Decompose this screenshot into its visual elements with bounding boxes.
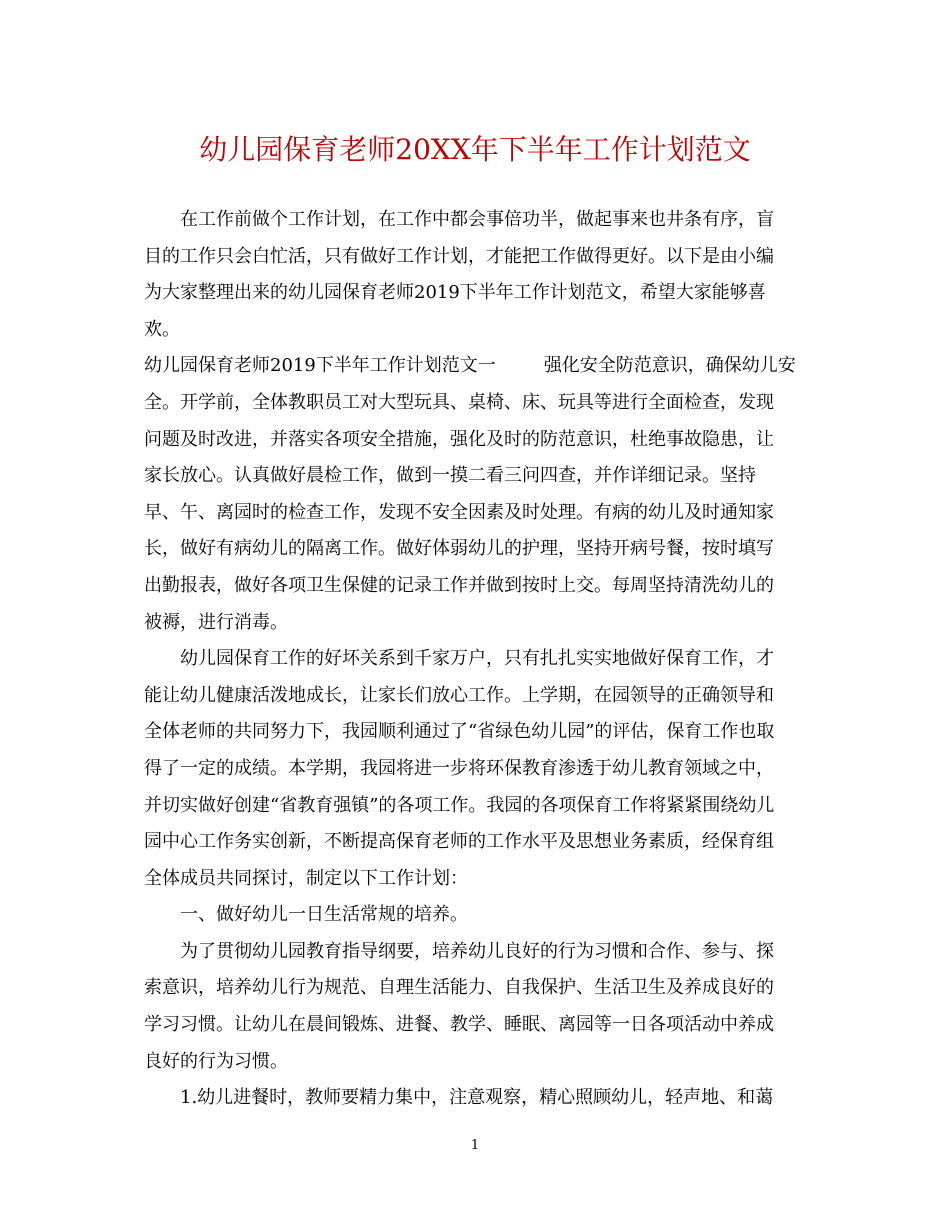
paragraph-line: 全。开学前，全体教职员工对大型玩具、桌椅、床、玩具等进行全面检查，发现 — [144, 391, 774, 413]
paragraph-line: 出勤报表，做好各项卫生保健的记录工作并做到按时上交。每周坚持清洗幼儿的 — [144, 574, 774, 596]
paragraph-line: 问题及时改进，并落实各项安全措施，强化及时的防范意识，杜绝事故隐患，让 — [144, 428, 774, 450]
paragraph-line: 目的工作只会白忙活，只有做好工作计划，才能把工作做得更好。以下是由小编 — [144, 245, 774, 267]
paragraph-line: 在工作前做个工作计划，在工作中都会事倍功半，做起事来也井条有序，盲 — [180, 209, 774, 230]
paragraph-line: 全体成员共同探讨，制定以下工作计划： — [144, 867, 468, 889]
paragraph-line: 全体老师的共同努力下，我园顺利通过了“省绿色幼儿园”的评估，保育工作也取 — [144, 721, 775, 743]
paragraph-line: 为大家整理出来的幼儿园保育老师2019下半年工作计划范文，希望大家能够喜 — [144, 282, 766, 304]
paragraph-line: 长，做好有病幼儿的隔离工作。做好体弱幼儿的护理，坚持开病号餐，按时填写 — [144, 538, 774, 560]
paragraph-line: 园中心工作务实创新，不断提高保育老师的工作水平及思想业务素质，经保育组 — [144, 831, 774, 853]
section-heading: 幼儿园保育老师2019下半年工作计划范文一 — [144, 355, 496, 377]
paragraph-line: 早、午、离园时的检查工作，发现不安全因素及时处理。有病的幼儿及时通知家 — [144, 501, 774, 523]
paragraph-line: 1.幼儿进餐时，教师要精力集中，注意观察，精心照顾幼儿，轻声地、和蔼 — [180, 1087, 774, 1109]
section-heading: 一、做好幼儿一日生活常规的培养。 — [180, 904, 468, 926]
paragraph-line: 被褥，进行消毒。 — [144, 611, 288, 633]
paragraph-line: 良好的行为习惯。 — [144, 1050, 288, 1072]
paragraph-line: 学习习惯。让幼儿在晨间锻炼、进餐、教学、睡眠、离园等一日各项活动中养成 — [144, 1014, 774, 1036]
paragraph-line: 幼儿园保育工作的好坏关系到千家万户，只有扎扎实实地做好保育工作，才 — [180, 648, 774, 670]
paragraph-line: 为了贯彻幼儿园教育指导纲要，培养幼儿良好的行为习惯和合作、参与、探 — [180, 940, 774, 962]
paragraph-line: 家长放心。认真做好晨检工作，做到一摸二看三问四查，并作详细记录。坚持 — [144, 465, 756, 487]
paragraph-line: 能让幼儿健康活泼地成长，让家长们放心工作。上学期，在园领导的正确领导和 — [144, 684, 774, 706]
document-title: 幼儿园保育老师20XX年下半年工作计划范文 — [199, 133, 751, 166]
section-heading-line — [144, 348, 808, 385]
page-number: 1 — [470, 1138, 480, 1153]
document-body — [144, 202, 808, 1117]
paragraph-line: 索意识，培养幼儿行为规范、自理生活能力、自我保护、生活卫生及养成良好的 — [144, 977, 774, 999]
paragraph-line: 欢。 — [144, 318, 180, 340]
paragraph-line: 得了一定的成绩。本学期，我园将进一步将环保教育渗透于幼儿教育领域之中， — [144, 757, 774, 779]
section-lead-text: 强化安全防范意识，确保幼儿安 — [543, 355, 796, 377]
paragraph-line: 并切实做好创建“省教育强镇”的各项工作。我园的各项保育工作将紧紧围绕幼儿 — [144, 794, 775, 816]
